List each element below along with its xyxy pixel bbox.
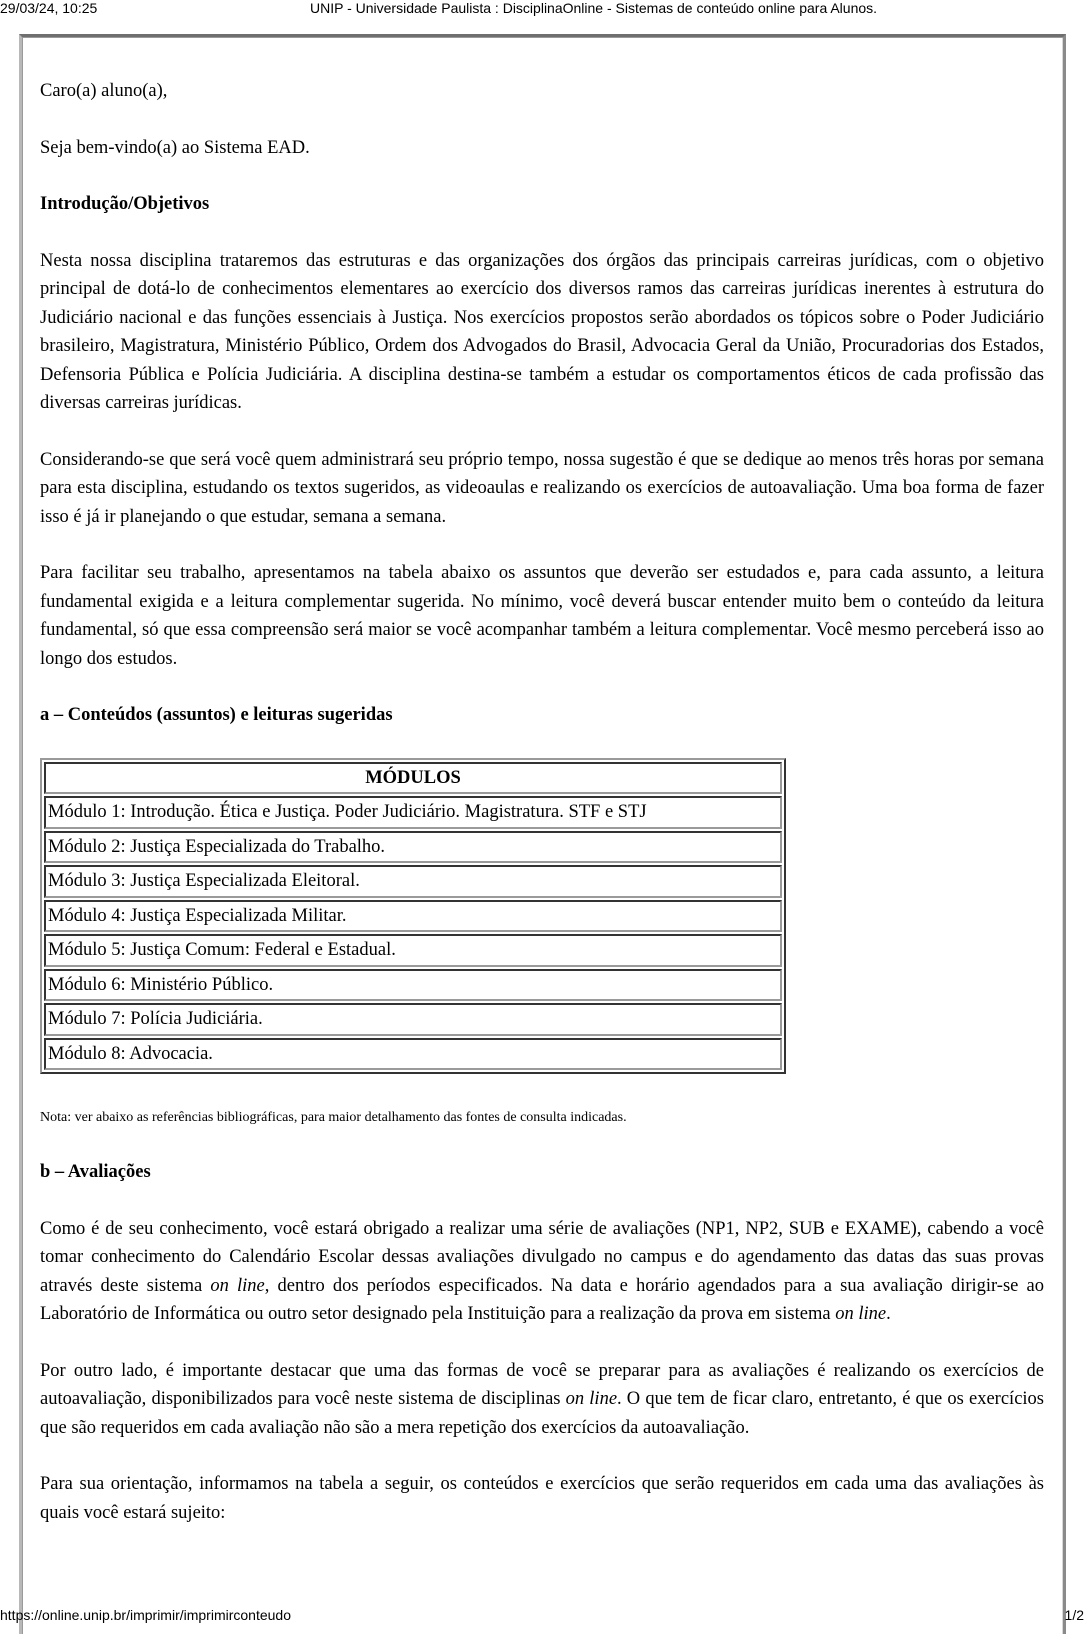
modules-table xyxy=(40,758,786,1075)
print-url: https://online.unip.br/imprimir/imprimirconteudo xyxy=(0,1607,291,1623)
evaluations-paragraph xyxy=(40,1215,1044,1329)
module-cell: Módulo 1: Introdução. Ética e Justiça. Poder Judiciário. Magistratura. STF e STJ xyxy=(44,796,782,829)
evaluations-text-2: , dentro dos períodos especificados. Na data e horário agendados para a sua avaliação dirigir-se ao Laboratório de Informática ou outro setor designado pela Instituição para a realização da prova em sistema xyxy=(40,1275,1044,1324)
module-cell: Módulo 6: Ministério Público. xyxy=(44,969,782,1002)
evaluations-italic-1: on line xyxy=(210,1275,265,1296)
time-paragraph: Considerando-se que será você quem administrará seu próprio tempo, nossa sugestão é que se dedique ao menos três horas por semana para esta disciplina, estudando os textos sugeridos, as videoaulas e realizando os exercícios de autoavaliação. Uma boa forma de fazer isso é já ir planejando o que estudar, semana a semana. xyxy=(40,449,1044,527)
preparation-text-1: Por outro lado, é importante destacar que uma das formas de você se preparar para as avaliações é realizando os exercícios de autoavaliação, disponibilizados para você neste sistema de disciplinas xyxy=(40,1360,1044,1409)
modules-table-header-row xyxy=(44,762,782,795)
content-body xyxy=(40,77,1044,1555)
print-datetime: 29/03/24, 10:25 xyxy=(0,0,98,16)
welcome-text: Seja bem-vindo(a) ao Sistema EAD. xyxy=(40,137,310,158)
preparation-text-2: . O que tem de ficar claro, entretanto, é que os exercícios que são requeridos em cada avaliação não são a mera repetição dos exercícios da autoavaliação. xyxy=(40,1389,1044,1438)
section-b-heading: b – Avaliações xyxy=(40,1162,151,1182)
preparation-paragraph xyxy=(40,1357,1044,1443)
evaluations-italic-2: on line xyxy=(835,1304,887,1324)
table-row xyxy=(44,1003,782,1036)
evaluations-text-3: . xyxy=(886,1304,891,1324)
table-row xyxy=(44,969,782,1002)
module-cell: Módulo 4: Justiça Especializada Militar. xyxy=(44,900,782,933)
table-row xyxy=(44,865,782,898)
intro-heading: Introdução/Objetivos xyxy=(40,194,210,214)
section-a-heading: a – Conteúdos (assuntos) e leituras sugeridas xyxy=(40,705,393,725)
module-cell: Módulo 7: Polícia Judiciária. xyxy=(44,1003,782,1036)
table-row xyxy=(44,831,782,864)
print-page-number: 1/2 xyxy=(1064,1607,1084,1623)
orientation-paragraph: Para sua orientação, informamos na tabela a seguir, os conteúdos e exercícios que serão requeridos em cada uma das avaliações às quais você estará sujeito: xyxy=(40,1474,1044,1523)
bibliography-note: Nota: ver abaixo as referências bibliográficas, para maior detalhamento das fontes de consulta indicadas. xyxy=(40,1110,627,1125)
modules-table-header: MÓDULOS xyxy=(44,762,782,795)
print-page-title: UNIP - Universidade Paulista : DisciplinaOnline - Sistemas de conteúdo online para Alunos. xyxy=(310,0,878,16)
preparation-italic-1: on line xyxy=(565,1389,618,1409)
table-row xyxy=(44,900,782,933)
module-cell: Módulo 2: Justiça Especializada do Trabalho. xyxy=(44,831,782,864)
module-cell: Módulo 8: Advocacia. xyxy=(44,1038,782,1071)
print-header xyxy=(0,0,1090,20)
module-cell: Módulo 3: Justiça Especializada Eleitoral. xyxy=(44,865,782,898)
table-row xyxy=(44,796,782,829)
print-footer xyxy=(0,1607,1090,1624)
table-row xyxy=(44,1038,782,1071)
evaluations-text-1: Como é de seu conhecimento, você estará obrigado a realizar uma série de avaliações (NP1, NP2, SUB e EXAME), cabendo a você tomar conhecimento do Calendário Escolar dessas avaliações divulgado no campus e do agendamento das datas das suas provas através deste sistema xyxy=(40,1218,1044,1296)
table-row xyxy=(44,934,782,967)
content-frame xyxy=(19,34,1066,1634)
module-cell: Módulo 5: Justiça Comum: Federal e Estadual. xyxy=(44,934,782,967)
greeting: Caro(a) aluno(a), xyxy=(40,81,168,101)
intro-paragraph: Nesta nossa disciplina trataremos das estruturas e das organizações dos órgãos das principais carreiras jurídicas, com o objetivo principal de dotá-lo de conhecimentos elementares ao exercício dos diversos ramos das carreiras jurídicas inerentes à estrutura do Judiciário nacional e das funções essenciais à Justiça. Nos exercícios propostos serão abordados os tópicos sobre o Poder Judiciário brasileiro, Magistratura, Ministério Público, Ordem dos Advogados do Brasil, Advocacia Geral da União, Procuradorias dos Estados, Defensoria Pública e Polícia Judiciária. A disciplina destina-se também a estudar os comportamentos éticos de cada profissão das diversas carreiras jurídicas. xyxy=(40,250,1044,413)
table-intro-paragraph: Para facilitar seu trabalho, apresentamos na tabela abaixo os assuntos que deverão ser estudados e, para cada assunto, a leitura fundamental exigida e a leitura complementar sugerida. No mínimo, você deverá buscar entender muito bem o conteúdo da leitura fundamental, só que essa compreensão será maior se você acompanhar também a leitura complementar. Você mesmo perceberá isso ao longo dos estudos. xyxy=(40,563,1044,669)
